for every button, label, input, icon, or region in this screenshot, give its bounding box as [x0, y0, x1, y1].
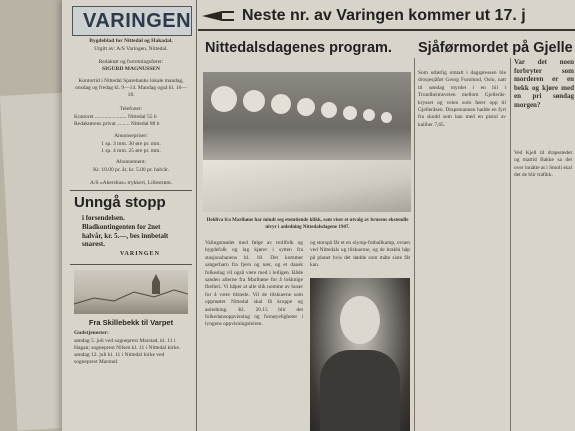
landscape-icon [74, 270, 188, 314]
portrait-face [340, 296, 380, 344]
notice-line1: i forsendelsen. [82, 214, 125, 222]
subs-text: Kr. 10.00 pr. år, kr. 5.00 pr. halvår. [93, 167, 169, 173]
banner-text: Neste nr. av Varingen kommer ut 17. j [242, 7, 526, 24]
column-rule [510, 58, 511, 431]
editor-name: SIGURD MAGNUSSEN [102, 66, 160, 72]
column-rule [196, 0, 197, 431]
article-headline-2: Sjåførmordet på Gjelle [418, 40, 573, 56]
header-banner [200, 6, 575, 28]
dancer-figure [243, 90, 265, 112]
article-headline: Nittedalsdagenes program. [205, 40, 392, 56]
telephone-label: Telefoner: [119, 106, 143, 112]
divider [70, 190, 192, 191]
church-illustration [74, 270, 188, 314]
masthead-box [72, 6, 192, 36]
pointing-hand-icon [200, 8, 238, 24]
dancer-figure [297, 98, 315, 116]
dancer-figure [363, 109, 375, 121]
office-hours: Kontortid i Nittedal Sparebanks lokale mandag, onsdag og fredag kl. 9—14. Mandag også kl. 16—18. [75, 78, 187, 98]
editor-label: Redaktør og forretningsfører: [98, 59, 164, 65]
masthead-title: VARINGEN [83, 10, 192, 32]
banner-rule [198, 29, 575, 31]
masthead-tagline: Bygdeblad for Nittedal og Hakadal. [89, 38, 173, 44]
article-column-3: Som utførlig omtalt i dagspressen ble drosjesjåfør Georg Furulund, Oslo, natt til søndag myrdet i en bil i Trondheimsveien mellom Gjellerås-krysset og veien som fører opp til Gjelleråsen. Drapsmannen hadde en fyrt fra skudd som han med en pistol av kaliber 7,65. [418, 70, 506, 128]
printer: A/S «Akershus» trykkeri, Lillestrøm. [89, 180, 173, 186]
notice-box [72, 194, 190, 260]
dancers-photo [203, 72, 411, 212]
church-sub: Gudstjenester: [74, 330, 109, 336]
article-column-1: Valingsmødet med følge av trollfolk og bygdefolk og lag kjører i sytten fra stasjonsbanens kl. 18. Det kommer sangerbarn fra fjern og nær, og et dansk folkeslag vil også være med i leiligen. Både sanden allerne fra Marihøne for å lokknige fhelleri. Vi håper at alle slik nomme av huser for å være tilstede. Vil de tilskuerne som oppmøter Nittedal skal få kroppe og anledning. Kl. 20.15 blir det folkedansoppvisning og fornøyeligheter i lyngens oppvisningsleiren. [205, 240, 303, 328]
notice-signature: VARINGEN [120, 251, 160, 257]
ads-line-2: 1 sp. 4 mm. 25 øre pr. mm. [101, 148, 161, 154]
article-column-4: Ved Kjell til drapsstedet og mattid Bakke sa det over innåtte at i Smoli skal det de blir trafikk. [514, 150, 572, 179]
telephone-line-2: Redaktørens privat ......... Nittedal 88 b [74, 121, 160, 127]
photo-caption: Heldiva fra Marihøne har mindt seg etemtiende klikk, som viser et utvalg av brusens ekstendle nivyr i anledning Nittedalsdagene 1947. [206, 218, 409, 230]
portrait-body [320, 350, 400, 431]
subs-label: Abonnement: [116, 159, 146, 165]
church-title: Fra Skillebekk til Varpet [88, 318, 174, 327]
notice-body: Bladkontingenten for 2net halvår, kr. 5.—, bes innbetalt snarest. [82, 223, 169, 248]
notice-title: Unngå stopp [74, 194, 166, 211]
dancer-figure [211, 86, 237, 112]
dancer-figure [321, 102, 337, 118]
article-column-4-lede: Var det noen forbryter som morderen er en bekk og kjøre med en pri søndag morgen? [514, 58, 574, 109]
church-text: søndag 5. juli ved sogneprest Marstad, kl. 11 i Hagan; sogneprest Nilsen kl. 11 i Nittedal kirke. søndag 12. juli kl. 11 i Nittedal kirke ved sogneprest Marstad. [74, 338, 181, 365]
masthead-sidebar [70, 6, 192, 426]
article-column-2: og storspå får et en olymp-fotballkamp, ovnen ved Nittedals og tilskuerne, og de brakhi håp på planet hvis det dødde som måte siste fåt kan. [310, 240, 410, 269]
publisher: Utgitt av: A/S Varingen, Nittedal. [94, 46, 168, 52]
ads-label: Annonsepriser: [114, 133, 148, 139]
portrait-photo [310, 278, 410, 431]
dancer-figure [343, 106, 357, 120]
dancers-legs [203, 160, 411, 212]
telephone-line-1: Kontoret ....................... Nittedal 55 b [74, 114, 157, 120]
dancer-figure [271, 94, 291, 114]
divider [70, 264, 192, 265]
ads-line-1: 1 sp. 3 mm. 30 øre pr. mm. [101, 141, 161, 147]
dancer-figure [381, 112, 392, 123]
column-rule [414, 58, 415, 431]
